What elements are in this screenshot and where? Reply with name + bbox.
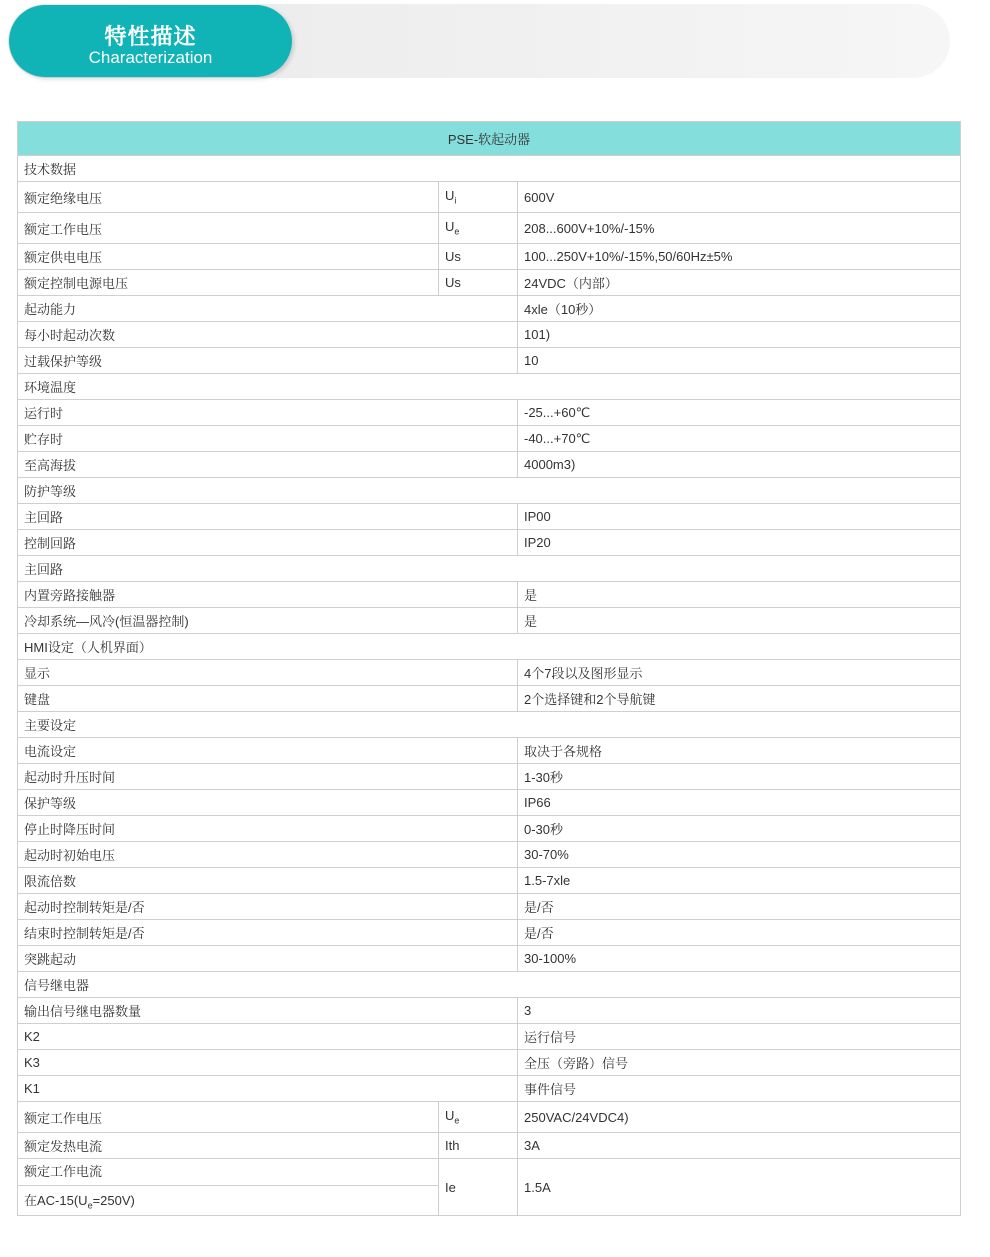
row-value: 101) (518, 322, 961, 348)
symbol-main: U (445, 1108, 455, 1124)
row-label: 额定工作电压 (18, 213, 439, 244)
table-row (18, 1050, 961, 1076)
row-label-condition (18, 1185, 439, 1216)
table-row (18, 1076, 961, 1102)
row-label: 额定发热电流 (18, 1133, 439, 1159)
spec-table (17, 121, 961, 1216)
row-label: 结束时控制转矩是/否 (18, 920, 518, 946)
row-label: 起动能力 (18, 296, 518, 322)
row-label: 突跳起动 (18, 946, 518, 972)
section-label: 主回路 (18, 556, 961, 582)
row-value: 事件信号 (518, 1076, 961, 1102)
table-row (18, 182, 961, 213)
row-value: IP66 (518, 790, 961, 816)
table-row (18, 608, 961, 634)
row-label-split (18, 1159, 439, 1216)
section-row (18, 156, 961, 182)
row-label: 额定绝缘电压 (18, 182, 439, 213)
row-label: K3 (18, 1050, 518, 1076)
section-label: 环境温度 (18, 374, 961, 400)
row-value: 2个选择键和2个导航键 (518, 686, 961, 712)
row-label: 过载保护等级 (18, 348, 518, 374)
row-value: 4xle（10秒） (518, 296, 961, 322)
symbol-main: U (445, 188, 455, 204)
table-row (18, 213, 961, 244)
row-value: 4000m3) (518, 452, 961, 478)
row-value: IP20 (518, 530, 961, 556)
section-label: HMI设定（人机界面） (18, 634, 961, 660)
symbol-main: Us (445, 275, 461, 290)
table-row (18, 790, 961, 816)
row-value: 4个7段以及图形显示 (518, 660, 961, 686)
table-row (18, 1133, 961, 1159)
row-label: 额定工作电压 (18, 1102, 439, 1133)
row-symbol: Ie (439, 1159, 518, 1216)
row-value: 是/否 (518, 894, 961, 920)
symbol-subscript: e (454, 226, 460, 237)
table-row (18, 868, 961, 894)
row-label: 额定控制电源电压 (18, 270, 439, 296)
row-label: 贮存时 (18, 426, 518, 452)
row-value: 1.5-7xle (518, 868, 961, 894)
row-value: -40...+70℃ (518, 426, 961, 452)
row-label: 冷却系统—风冷(恒温器控制) (18, 608, 518, 634)
row-label: 至高海拔 (18, 452, 518, 478)
row-label: 键盘 (18, 686, 518, 712)
table-row (18, 1102, 961, 1133)
condition-subscript: e (87, 1200, 93, 1211)
row-value: 是 (518, 582, 961, 608)
condition-post: =250V) (92, 1193, 135, 1208)
row-value: 10 (518, 348, 961, 374)
row-value: 3A (518, 1133, 961, 1159)
row-label: 内置旁路接触器 (18, 582, 518, 608)
row-value: -25...+60℃ (518, 400, 961, 426)
row-label: 起动时控制转矩是/否 (18, 894, 518, 920)
table-row (18, 764, 961, 790)
split-label (24, 1159, 438, 1215)
row-value: 取决于各规格 (518, 738, 961, 764)
row-value: 全压（旁路）信号 (518, 1050, 961, 1076)
symbol-main: Us (445, 249, 461, 264)
row-label: 停止时降压时间 (18, 816, 518, 842)
row-label: 输出信号继电器数量 (18, 998, 518, 1024)
table-row (18, 894, 961, 920)
section-title-cn: 特性描述 (104, 24, 197, 49)
table-row (18, 1024, 961, 1050)
row-value: 100...250V+10%/-15%,50/60Hz±5% (518, 244, 961, 270)
row-symbol (439, 1133, 518, 1159)
row-label: 起动时初始电压 (18, 842, 518, 868)
row-label: 每小时起动次数 (18, 322, 518, 348)
table-row (18, 582, 961, 608)
row-value: 208...600V+10%/-15% (518, 213, 961, 244)
symbol-main: Ith (445, 1138, 460, 1153)
row-symbol (439, 213, 518, 244)
row-symbol (439, 244, 518, 270)
row-value: 30-70% (518, 842, 961, 868)
row-value: 24VDC（内部） (518, 270, 961, 296)
table-title: PSE-软起动器 (18, 122, 961, 156)
section-label: 防护等级 (18, 478, 961, 504)
section-title-en: Characterization (88, 48, 213, 67)
table-row (18, 270, 961, 296)
row-label: 运行时 (18, 400, 518, 426)
row-label: K2 (18, 1024, 518, 1050)
table-row (18, 920, 961, 946)
table-row (18, 322, 961, 348)
row-value: 是/否 (518, 920, 961, 946)
row-label: 主回路 (18, 504, 518, 530)
symbol-main: U (445, 219, 455, 235)
row-label: 起动时升压时间 (18, 764, 518, 790)
row-label: 额定工作电流 (24, 1164, 103, 1179)
table-row (18, 946, 961, 972)
table-title-row (18, 122, 961, 156)
row-label: K1 (18, 1076, 518, 1102)
row-label: 电流设定 (18, 738, 518, 764)
row-value: 600V (518, 182, 961, 213)
section-title-badge (9, 5, 292, 77)
table-row (18, 296, 961, 322)
row-value: 3 (518, 998, 961, 1024)
table-row (18, 530, 961, 556)
table-row (18, 738, 961, 764)
table-row (18, 998, 961, 1024)
row-label: 保护等级 (18, 790, 518, 816)
section-label: 技术数据 (18, 156, 961, 182)
row-label: 限流倍数 (18, 868, 518, 894)
section-row (18, 712, 961, 738)
row-value: 是 (518, 608, 961, 634)
section-row (18, 478, 961, 504)
table-row (18, 244, 961, 270)
condition-pre: 在AC-15(U (24, 1193, 88, 1208)
section-row (18, 634, 961, 660)
row-label: 控制回路 (18, 530, 518, 556)
symbol-subscript: i (454, 195, 457, 206)
row-symbol (439, 182, 518, 213)
row-label: 额定供电电压 (18, 244, 439, 270)
section-row (18, 374, 961, 400)
row-symbol (439, 1102, 518, 1133)
table-row (18, 660, 961, 686)
row-value: 1.5A (518, 1159, 961, 1216)
row-symbol (439, 270, 518, 296)
row-value: 1-30秒 (518, 764, 961, 790)
table-row (18, 686, 961, 712)
table-row (18, 348, 961, 374)
table-row (18, 504, 961, 530)
section-row (18, 556, 961, 582)
table-row (18, 426, 961, 452)
table-row (18, 842, 961, 868)
symbol-subscript: e (454, 1115, 460, 1126)
row-value: 0-30秒 (518, 816, 961, 842)
row-value: 250VAC/24VDC4) (518, 1102, 961, 1133)
row-value: 运行信号 (518, 1024, 961, 1050)
section-label: 主要设定 (18, 712, 961, 738)
section-label: 信号继电器 (18, 972, 961, 998)
table-row (18, 816, 961, 842)
row-value: IP00 (518, 504, 961, 530)
row-value: 30-100% (518, 946, 961, 972)
table-row (18, 452, 961, 478)
row-label: 显示 (18, 660, 518, 686)
table-row (18, 400, 961, 426)
section-row (18, 972, 961, 998)
table-row (18, 1159, 961, 1216)
